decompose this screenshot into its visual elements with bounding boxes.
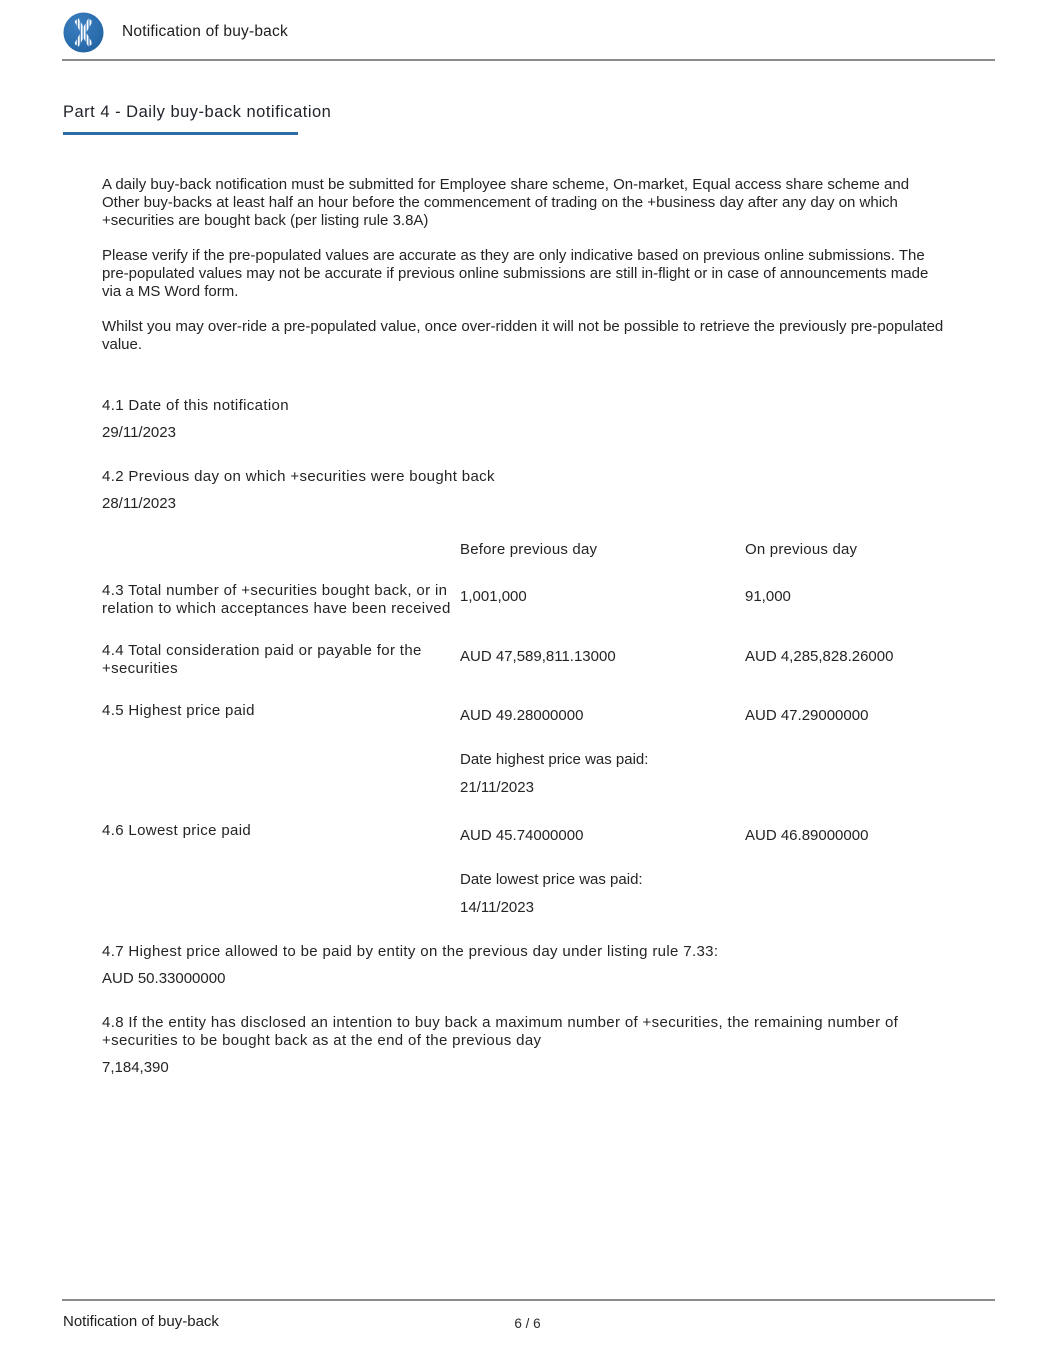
field-4-3-label: 4.3 Total number of +securities bought back, or in relation to which acceptances have been received: [102, 582, 451, 617]
part-heading-underline: [63, 132, 298, 135]
field-4-7-value: AUD 50.33000000: [102, 970, 226, 987]
table-header-spacer: [102, 541, 452, 559]
field-4-5-on-value: AUD 47.29000000: [745, 707, 869, 724]
footer-bar: [0, 1313, 1055, 1330]
field-4-1-value: 29/11/2023: [102, 424, 176, 441]
highest-date-cell: [460, 751, 745, 797]
field-4-5-before-value: AUD 49.28000000: [460, 707, 584, 724]
field-4-6-label: 4.6 Lowest price paid: [102, 822, 252, 839]
field-4-7: [102, 943, 995, 988]
part-heading: Part 4 - Daily buy-back notification: [63, 103, 332, 121]
intro-paragraph-2: Please verify if the pre-populated values are accurate as they are only indicative based on previous online submissions. The pre-populated values may not be accurate if previous online submissions are still in-flight or in case of announcements made via a MS Word form.: [102, 247, 929, 300]
field-4-2-label: 4.2 Previous day on which +securities were bought back: [102, 468, 495, 485]
table-row-4-3: [102, 582, 995, 618]
lowest-price-date-label: Date lowest price was paid:: [460, 871, 643, 888]
spacer-cell: [102, 871, 452, 917]
spacer-cell: [745, 751, 995, 797]
header-divider: [62, 59, 995, 61]
field-4-1-label: 4.1 Date of this notification: [102, 397, 289, 414]
lowest-date-cell: [460, 871, 745, 917]
field-4-3-on-value: 91,000: [745, 588, 791, 605]
spacer-cell: [102, 751, 452, 797]
table-row-lowest-date: [102, 871, 995, 917]
field-4-2-value: 28/11/2023: [102, 495, 176, 512]
field-4-6-on-value: AUD 46.89000000: [745, 827, 869, 844]
buyback-comparison-table: [102, 541, 995, 917]
form-content-lower: [102, 943, 995, 1077]
spacer-cell: [745, 871, 995, 917]
field-4-5-label: 4.5 Highest price paid: [102, 702, 255, 719]
footer-divider: [62, 1299, 995, 1301]
field-4-8: [102, 1014, 995, 1077]
column-header-before-previous-day: Before previous day: [460, 541, 598, 558]
table-header-row: [102, 541, 995, 559]
page-number-indicator: 6 / 6: [514, 1316, 541, 1331]
page-title: Notification of buy-back: [122, 23, 288, 40]
form-content: [102, 176, 995, 513]
field-4-8-label: 4.8 If the entity has disclosed an intention to buy back a maximum number of +securities, the remaining number of +securities to be bought back as at the end of the previous day: [102, 1014, 899, 1049]
field-4-8-value: 7,184,390: [102, 1059, 169, 1076]
column-header-on-previous-day: On previous day: [745, 541, 858, 558]
field-4-4-label: 4.4 Total consideration paid or payable for the +securities: [102, 642, 422, 677]
table-row-highest-date: [102, 751, 995, 797]
field-4-4-on-value: AUD 4,285,828.26000: [745, 648, 894, 665]
page-header: [62, 10, 995, 54]
field-4-1: [102, 397, 995, 442]
field-4-2: [102, 468, 995, 513]
table-row-4-5: [102, 702, 995, 725]
intro-paragraph-1: A daily buy-back notification must be submitted for Employee share scheme, On-market, Equal access share scheme and Other buy-backs at least half an hour before the commencement of trading on the +business day after any day on which +securities are bought back (per listing rule 3.8A): [102, 176, 910, 229]
highest-price-date-label: Date highest price was paid:: [460, 751, 649, 768]
intro-paragraph-3: Whilst you may over-ride a pre-populated value, once over-ridden it will not be possible to retrieve the previously pre-populated value.: [102, 318, 944, 353]
table-row-4-4: [102, 642, 995, 678]
field-4-4-before-value: AUD 47,589,811.13000: [460, 648, 616, 665]
footer-document-title: Notification of buy-back: [63, 1313, 219, 1330]
asx-logo-icon: [62, 11, 105, 54]
lowest-price-date-value: 14/11/2023: [460, 899, 534, 916]
field-4-6-before-value: AUD 45.74000000: [460, 827, 584, 844]
highest-price-date-value: 21/11/2023: [460, 779, 534, 796]
field-4-7-label: 4.7 Highest price allowed to be paid by entity on the previous day under listing rule 7.33:: [102, 943, 719, 960]
page-footer: [0, 1299, 1055, 1330]
table-row-4-6: [102, 822, 995, 845]
field-4-3-before-value: 1,001,000: [460, 588, 527, 605]
